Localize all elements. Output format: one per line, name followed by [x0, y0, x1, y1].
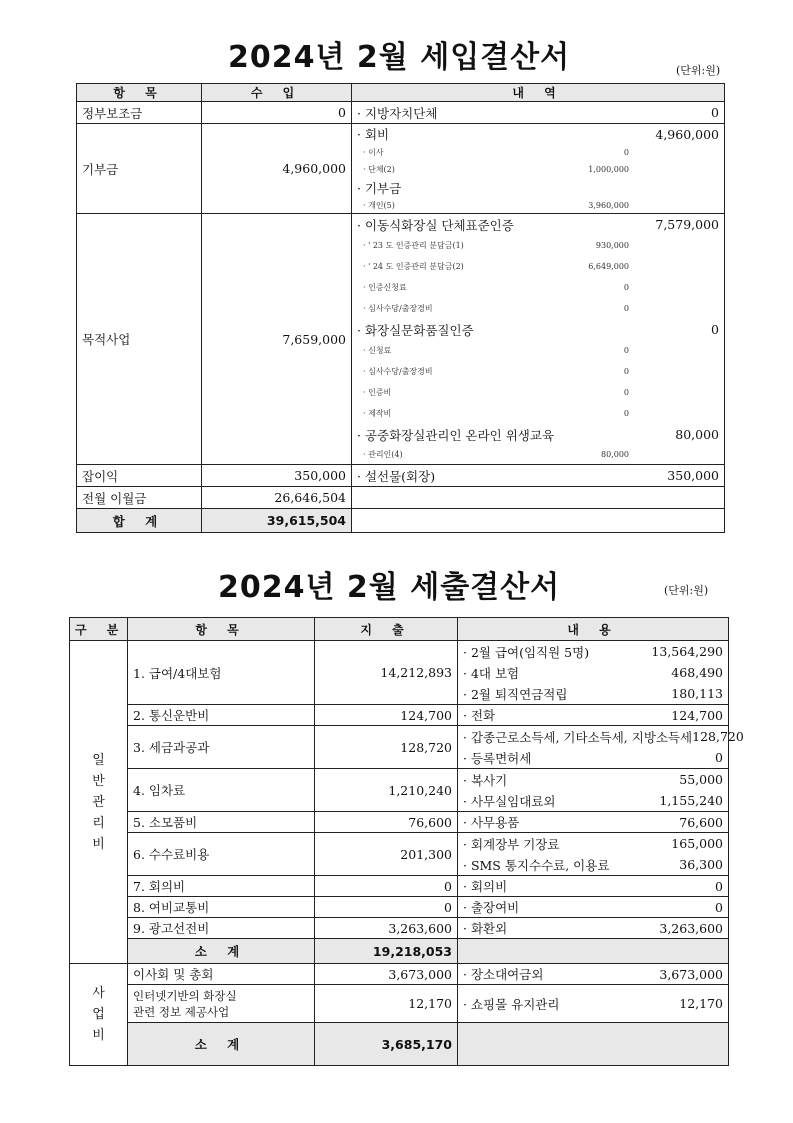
row-detail	[458, 726, 744, 769]
detail-label: · 2월 급여(임직원 5명)	[463, 644, 590, 660]
detail-label: · 전화	[463, 708, 496, 723]
detail-value: 165,000	[671, 836, 723, 851]
detail-label: · 설선물(회장)	[357, 468, 436, 484]
group-value: 7,579,000	[655, 217, 719, 232]
sub-value: 1,000,000	[588, 165, 629, 174]
detail-label: · 회계장부 기장료	[463, 836, 560, 852]
detail-label: · 지방자치단체	[357, 105, 438, 121]
detail-value: 468,490	[671, 665, 723, 680]
income-header-item: 항 목	[77, 84, 202, 102]
row-amount: 3,673,000	[315, 964, 458, 985]
detail-value: 3,263,600	[659, 920, 723, 936]
detail-value: 76,600	[679, 814, 723, 830]
detail-value: 0	[715, 878, 723, 894]
subtotal-amount: 19,218,053	[315, 939, 458, 964]
detail-value: 0	[711, 105, 719, 120]
row-detail	[458, 705, 729, 726]
detail-value: 12,170	[679, 996, 723, 1011]
subtotal-detail-empty	[458, 939, 729, 964]
detail-label: · 쇼핑몰 유지관리	[463, 996, 560, 1012]
sub-value: 0	[623, 388, 629, 397]
expense-row-meeting	[70, 876, 729, 897]
expense-header-amount: 지 출	[315, 618, 458, 641]
sub-value: 0	[623, 148, 629, 157]
expense-row-board	[70, 964, 729, 985]
sub-label: · ' 23 도 인증관리 분담금(1)	[363, 241, 464, 250]
detail-label: · 사무용품	[463, 815, 520, 830]
sub-value: 0	[623, 283, 629, 292]
row-amount: 0	[202, 102, 352, 124]
row-item: 잡이익	[77, 465, 202, 487]
income-row-misc	[77, 465, 725, 487]
row-detail	[458, 769, 729, 812]
row-detail	[458, 876, 729, 897]
detail-label: · 2월 퇴직연금적립	[463, 686, 568, 702]
row-item: 전월 이월금	[77, 487, 202, 509]
sub-value: 0	[623, 346, 629, 355]
sub-value: 80,000	[601, 450, 629, 459]
total-label: 합 계	[77, 509, 202, 533]
income-row-total	[77, 509, 725, 533]
income-header-amount: 수 입	[202, 84, 352, 102]
detail-value: 1,155,240	[659, 793, 723, 808]
income-row-subsidy	[77, 102, 725, 124]
row-amount: 7,659,000	[202, 214, 352, 465]
row-detail	[458, 833, 729, 876]
expense-row-rent	[70, 769, 729, 812]
detail-value: 3,673,000	[659, 966, 723, 982]
detail-label: · 복사기	[463, 772, 508, 788]
row-amount: 0	[315, 876, 458, 897]
row-amount: 12,170	[315, 985, 458, 1023]
sub-label: · 인증신청료	[363, 283, 407, 292]
subtotal-label: 소 계	[128, 1023, 315, 1066]
row-item: 인터넷기반의 화장실 관련 정보 제공사업	[128, 985, 315, 1023]
sub-value: 3,960,000	[588, 200, 629, 210]
row-detail	[352, 465, 725, 487]
expense-row-fees	[70, 833, 729, 876]
detail-value: 350,000	[667, 468, 719, 483]
subtotal-label: 소 계	[128, 939, 315, 964]
category-business	[70, 964, 128, 1066]
detail-value: 36,300	[679, 857, 723, 872]
total-amount: 39,615,504	[202, 509, 352, 533]
row-amount: 350,000	[202, 465, 352, 487]
row-item: 8. 여비교통비	[128, 897, 315, 918]
row-detail	[458, 918, 729, 939]
group-value: 4,960,000	[655, 126, 719, 142]
expense-row-salary	[70, 641, 729, 705]
row-item: 2. 통신운반비	[128, 705, 315, 726]
row-detail	[458, 964, 729, 985]
sub-label: · 심사수당/출장경비	[363, 367, 433, 376]
detail-label: · 등록면허세	[463, 750, 532, 766]
detail-label: · 화환외	[463, 921, 508, 936]
sub-value: 6,649,000	[588, 262, 629, 271]
detail-value: 13,564,290	[651, 644, 723, 659]
expense-row-travel	[70, 897, 729, 918]
row-item: 4. 임차료	[128, 769, 315, 812]
row-amount: 26,646,504	[202, 487, 352, 509]
expense-header-detail: 내 용	[458, 618, 729, 641]
detail-label: · SMS 통지수수료, 이용료	[463, 857, 610, 873]
income-table	[76, 83, 725, 533]
row-item: 정부보조금	[77, 102, 202, 124]
detail-label: · 4대 보험	[463, 665, 520, 681]
row-item: 기부금	[77, 124, 202, 214]
sub-label: · 관리인(4)	[363, 450, 403, 459]
row-item: 목적사업	[77, 214, 202, 465]
expense-row-communication	[70, 705, 729, 726]
row-item: 9. 광고선전비	[128, 918, 315, 939]
detail-label: · 사무실임대료외	[463, 793, 556, 809]
row-detail	[352, 102, 725, 124]
sub-label: · ' 24 도 인증관리 분담금(2)	[363, 262, 464, 271]
sub-value: 0	[623, 304, 629, 313]
expense-header-item: 항 목	[128, 618, 315, 641]
row-item: 이사회 및 총회	[128, 964, 315, 985]
row-amount: 128,720	[315, 726, 458, 769]
row-detail	[458, 897, 729, 918]
sub-label: · 단체(2)	[363, 165, 395, 174]
group-value: 80,000	[675, 427, 719, 442]
income-row-carryover	[77, 487, 725, 509]
expense-table	[69, 617, 744, 1066]
detail-value: 55,000	[679, 772, 723, 787]
sub-label: · 인증비	[363, 388, 392, 397]
sub-value: 930,000	[595, 241, 629, 250]
income-row-purpose	[77, 214, 725, 465]
row-amount: 3,263,600	[315, 918, 458, 939]
row-detail-empty	[352, 509, 725, 533]
detail-value: 0	[715, 899, 723, 915]
row-item: 1. 급여/4대보험	[128, 641, 315, 705]
detail-value: 0	[715, 750, 723, 765]
expense-header-category: 구 분	[70, 618, 128, 641]
expense-row-tax	[70, 726, 729, 769]
category-general	[70, 641, 128, 964]
row-detail	[458, 812, 729, 833]
row-amount: 4,960,000	[202, 124, 352, 214]
row-detail	[458, 641, 729, 705]
expense-title: 2024년 2월 세출결산서	[218, 570, 561, 605]
income-header-detail: 내 역	[352, 84, 725, 102]
group-label: · 공중화장실관리인 온라인 위생교육	[357, 427, 555, 443]
row-item: 7. 회의비	[128, 876, 315, 897]
category-business-label: 사 업 비	[92, 986, 105, 1043]
sub-label: · 개인(5)	[363, 200, 395, 210]
sub-label: · 제작비	[363, 409, 392, 418]
row-amount: 201,300	[315, 833, 458, 876]
group-label: · 이동식화장실 단체표준인증	[357, 217, 514, 233]
expense-row-business-subtotal	[70, 1023, 729, 1066]
row-amount: 76,600	[315, 812, 458, 833]
group-label: · 기부금	[357, 180, 402, 196]
group-value: 0	[711, 322, 719, 337]
row-detail	[458, 985, 729, 1023]
subtotal-detail-empty	[458, 1023, 729, 1066]
detail-value: 128,720	[692, 729, 744, 744]
income-row-donation	[77, 124, 725, 214]
sub-value: 0	[623, 367, 629, 376]
row-item: 3. 세금과공과	[128, 726, 315, 769]
expense-row-online-info	[70, 985, 729, 1023]
sub-label: · 이사	[363, 148, 384, 157]
category-general-label: 일 반 관 리 비	[92, 752, 105, 852]
detail-value: 180,113	[671, 686, 723, 701]
row-amount: 124,700	[315, 705, 458, 726]
sub-label: · 심사수당/출장경비	[363, 304, 433, 313]
subtotal-amount: 3,685,170	[315, 1023, 458, 1066]
sub-label: · 신청료	[363, 346, 392, 355]
expense-unit: (단위:원)	[664, 584, 709, 597]
income-unit: (단위:원)	[676, 64, 721, 77]
group-label: · 화장실문화품질인증	[357, 322, 474, 338]
row-amount: 0	[315, 897, 458, 918]
sub-value: 0	[623, 409, 629, 418]
expense-row-general-subtotal	[70, 939, 729, 964]
row-amount: 14,212,893	[315, 641, 458, 705]
row-item: 6. 수수료비용	[128, 833, 315, 876]
income-title: 2024년 2월 세입결산서	[228, 40, 571, 75]
expense-row-supplies	[70, 812, 729, 833]
group-label: · 회비	[357, 127, 390, 142]
detail-value: 124,700	[671, 707, 723, 723]
row-detail-empty	[352, 487, 725, 509]
detail-label: · 출장여비	[463, 900, 520, 915]
detail-label: · 갑종근로소득세, 기타소득세, 지방소득세	[463, 729, 693, 745]
row-detail	[352, 214, 725, 465]
detail-label: · 장소대여금외	[463, 967, 544, 982]
detail-label: · 회의비	[463, 879, 508, 894]
expense-row-advertising	[70, 918, 729, 939]
row-item: 5. 소모품비	[128, 812, 315, 833]
row-detail	[352, 124, 725, 214]
row-amount: 1,210,240	[315, 769, 458, 812]
